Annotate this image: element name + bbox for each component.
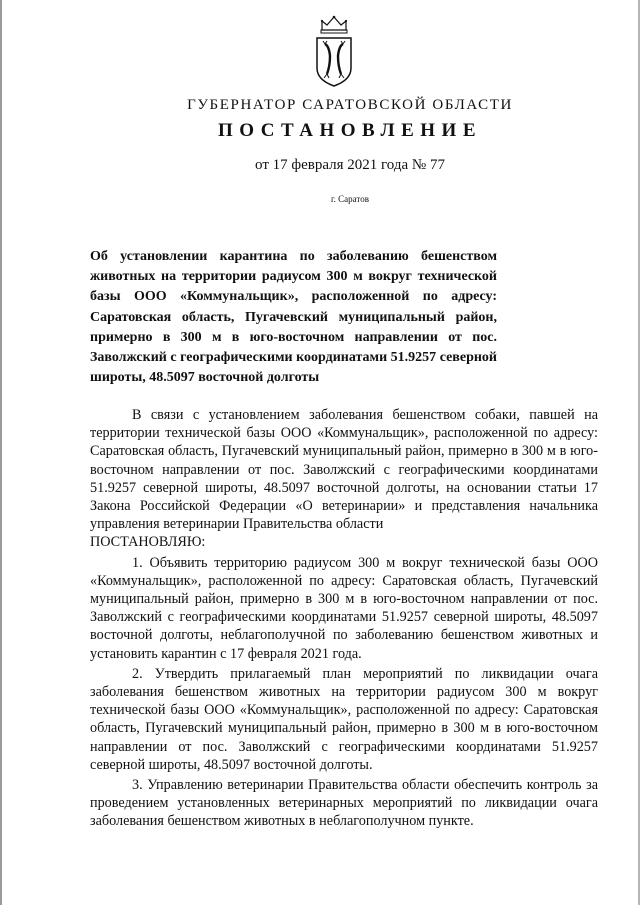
city: г. Саратов <box>331 194 369 204</box>
document-type: ПОСТАНОВЛЕНИЕ <box>217 120 483 141</box>
decree-word: ПОСТАНОВЛЯЮ: <box>90 534 206 551</box>
authority-header: ГУБЕРНАТОР САРАТОВСКОЙ ОБЛАСТИ <box>187 97 513 113</box>
coat-of-arms-icon <box>313 14 355 88</box>
item-3-paragraph: 3. Управлению ветеринарии Правительства области обеспечить контроль за проведением установленных ветеринарных мероприятий по ликвидации очага заболевания бешенством животных в неблагополучном пункте. <box>90 777 598 830</box>
preamble-paragraph: В связи с установлением заболевания бешенством собаки, павшей на территории технической базы ООО «Коммунальщик», расположенной по адресу: Саратовская область, Пугачевский муниципальный район, примерно в 300 м в юго-восточном направлении от пос. Заволжский с географическими координатами 51.9257 северной широты, 48.5097 восточной долготы, на основании статьи 17 Закона Российской Федерации «О ветеринарии» и представления начальника управления ветеринарии Правительства области <box>90 407 598 533</box>
item-2-paragraph: 2. Утвердить прилагаемый план мероприятий по ликвидации очага заболевания бешенством животных на территории радиусом 300 м вокруг технической базы ООО «Коммунальщик», расположенной по адресу: Саратовская область, Пугачевский муниципальный район, примерно в 300 м в юго-восточном направлении от пос. Заволжский с географическими координатами 51.9257 северной широты, 48.5097 восточной долготы. <box>90 665 598 773</box>
document-body <box>90 406 598 831</box>
item-1-paragraph: 1. Объявить территорию радиусом 300 м вокруг технической базы ООО «Коммунальщик», расположенной по адресу: Саратовская область, Пугачевский муниципальный район, примерно в 300 м в юго-восточном направлении от пос. Заволжский с географическими координатами 51.9257 северной широты, 48.5097 восточной долготы, неблагополучной по заболеванию бешенством животных и установить карантин с 17 февраля 2021 года. <box>90 554 598 662</box>
date-number: от 17 февраля 2021 года № 77 <box>255 157 445 173</box>
scan-edge-left <box>0 0 2 905</box>
document-title: Об установлении карантина по заболеванию бешенством животных на территории радиусом 300 м вокруг технической базы ООО «Коммунальщик», расположенной по адресу: Саратовская область, Пугачевский муниципальный район, примерно в 300 м в юго-восточном направлении от пос. Заволжский с географическими координатами 51.9257 северной широты, 48.5097 восточной долготы <box>90 249 497 386</box>
